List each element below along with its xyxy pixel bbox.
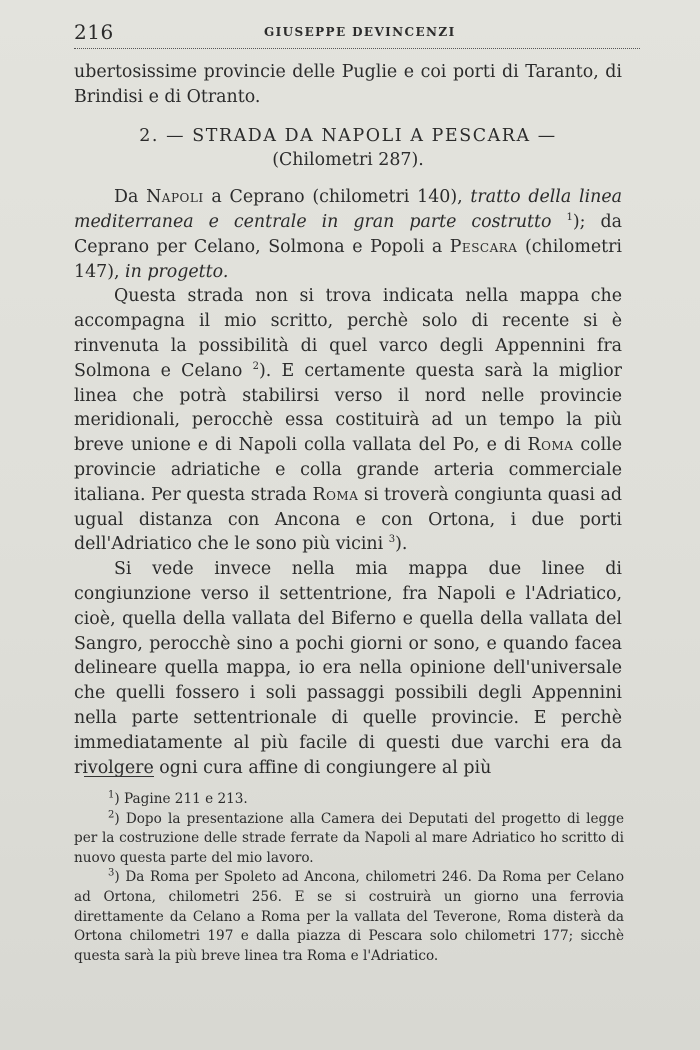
footnote-ref[interactable]: 2 <box>252 360 259 372</box>
paragraph-3: Si vede invece nella mia mappa due linee di congiunzione verso il settentrione, fra Napoli e l'Adriatico, cioè, quella della vallata del Biferno e quella della vallata del Sangro, perocchè sino a pochi giorni or sono, e quando facea delineare quella mappa, io era nella opinione dell'universale che quelli fossero i soli passaggi possibili degli Appennini nella parte settentrionale di quelle provincie. E perchè immediatamente al più facile di questi due varchi era da rivolgere ogni cura affine di congiungere al più <box>74 559 622 778</box>
footnote-ref[interactable]: 3 <box>388 534 396 546</box>
footnote-1 <box>74 790 624 810</box>
italic-text: tratto della linea mediterranea e centrale in gran parte costrutto <box>74 187 622 232</box>
section-subtitle: (Chilometri 287). <box>272 150 424 171</box>
text-run: colle provincie adriatiche e colla grande arteria commerciale italiana. Per questa strada <box>74 435 623 505</box>
page-header <box>74 16 644 44</box>
main-text <box>74 60 622 780</box>
text-run: a Ceprano (chilometri 140), <box>203 187 471 208</box>
footnote-rule <box>84 776 154 777</box>
place-name: Napoli <box>146 187 204 208</box>
place-name: Roma <box>527 435 574 456</box>
header-rule <box>74 48 640 49</box>
footnotes <box>74 790 624 966</box>
footnote-mark: 3 <box>108 867 115 879</box>
text-run: Da <box>114 187 147 208</box>
footnote-ref[interactable]: 1 <box>566 212 573 224</box>
place-name: Pescara <box>449 236 518 257</box>
text-run: ). <box>395 534 408 555</box>
text-run: ). E certamente questa sarà la miglior linea che potrà stabilirsi verso il nord nelle provincie meridionali, perocchè essa costituirà ad un tempo la più breve unione e di Napoli colla vallata del Po, e di <box>74 360 622 456</box>
footnote-2 <box>74 810 624 869</box>
running-head: GIUSEPPE DEVINCENZI <box>264 25 456 39</box>
italic-text: in progetto. <box>125 261 229 282</box>
section-title: 2. — STRADA DA NAPOLI A PESCARA — <box>139 125 557 146</box>
paragraph-2 <box>74 284 622 557</box>
footnote-text: ) Pagine 211 e 213. <box>114 791 248 807</box>
footnote-text: ) Da Roma per Spoleto ad Ancona, chilometri 246. Da Roma per Celano ad Ortona, chilometri 256. E se si costruirà un giorno una ferrovia direttamente da Celano a Roma per la vallata del Teverone, Roma disterà da Ortona chilometri 197 e dalla piazza di Pescara solo chilometri 177; sicchè questa sarà la più breve linea tra Roma e l'Adriatico. <box>74 869 624 964</box>
footnote-3 <box>74 868 624 966</box>
text-run: si troverà congiunta quasi ad ugual distanza con Ancona e con Ortona, i due porti dell'Adriatico che le sono più vicini <box>74 484 622 555</box>
text-run: Questa strada non si trova indicata nella mappa che accompagna il mio scritto, perchè solo di recente si è rinvenuta la possibilità di quel varco degli Appennini fra Solmona e Celano <box>74 286 622 381</box>
page-number: 216 <box>74 20 114 44</box>
continuation-paragraph: ubertosissime provincie delle Puglie e coi porti di Taranto, di Brindisi e di Otranto. <box>74 62 622 107</box>
footnote-mark: 1 <box>108 789 115 801</box>
paragraph-1 <box>74 185 622 284</box>
text-run: ); da Ceprano per Celano, Solmona e Popoli a <box>74 211 622 257</box>
footnote-text: ) Dopo la presentazione alla Camera dei Deputati del progetto di legge per la costruzione delle strade ferrate da Napoli al mare Adriatico ho scritto di nuovo questa parte del mio lavoro. <box>74 810 624 866</box>
text-run: (chilometri 147), <box>74 236 622 282</box>
footnote-mark: 2 <box>108 809 115 821</box>
place-name: Roma <box>312 484 359 505</box>
